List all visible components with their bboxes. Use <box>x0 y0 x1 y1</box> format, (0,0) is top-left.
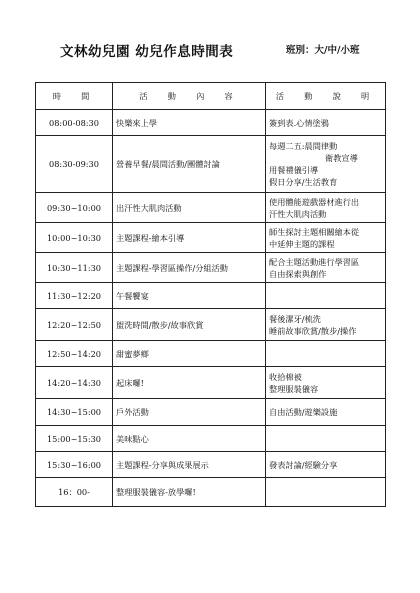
note-cell <box>266 136 386 193</box>
activity-cell: 甜蜜夢鄉 <box>113 341 266 367</box>
note-line: 衛教宣導 <box>325 153 358 163</box>
time-cell: 10:00~10:30 <box>36 223 113 253</box>
table-row <box>36 399 386 426</box>
activity-cell: 主題課程-學習區操作/分組活動 <box>113 253 266 283</box>
activity-cell: 午餐饗宴 <box>113 283 266 309</box>
activity-cell: 出汗性大肌肉活動 <box>113 193 266 223</box>
note-line: 自由活動/遊樂設施 <box>269 407 338 417</box>
time-cell: 12:20~12:50 <box>36 309 113 341</box>
activity-cell: 主題課程-分享與成果展示 <box>113 452 266 478</box>
table-row <box>36 223 386 253</box>
activity-cell: 主題課程-繪本引導 <box>113 223 266 253</box>
time-cell: 15:30~16:00 <box>36 452 113 478</box>
note-cell <box>266 253 386 283</box>
time-cell: 08:00-08:30 <box>36 110 113 136</box>
class-label: 班別：大/中/小班 <box>286 45 360 56</box>
note-cell <box>266 283 386 309</box>
table-row <box>36 110 386 136</box>
table-row <box>36 478 386 507</box>
note-line: 自由探索與創作 <box>269 268 327 279</box>
column-header-activity: 活 動 內 容 <box>113 83 266 110</box>
time-cell: 08:30-09:30 <box>36 136 113 193</box>
table-row <box>36 283 386 309</box>
table-row <box>36 136 386 193</box>
note-cell <box>266 193 386 223</box>
note-cell <box>266 309 386 341</box>
note-cell <box>266 367 386 399</box>
page-title: 文林幼兒園 幼兒作息時間表 <box>60 44 234 60</box>
time-cell: 14:20~14:30 <box>36 367 113 399</box>
activity-cell: 營養早餐/晨間活動/團體討論 <box>113 136 266 193</box>
note-line: 睡前故事欣賞/散步/操作 <box>269 325 357 336</box>
table-row <box>36 253 386 283</box>
note-cell <box>266 452 386 478</box>
table-row <box>36 341 386 367</box>
note-cell <box>266 399 386 426</box>
table-row <box>36 452 386 478</box>
activity-cell: 起床囉! <box>113 367 266 399</box>
note-line: 使用體能遊戲器材進行出 <box>269 196 360 207</box>
note-line: 用餐禮儀引導 <box>269 165 319 175</box>
column-header-time: 時 間 <box>36 83 113 110</box>
note-cell <box>266 223 386 253</box>
note-line: 師生探討主題相關繪本從 <box>269 226 360 237</box>
time-cell: 15:00~15:30 <box>36 426 113 452</box>
activity-cell: 快樂來上學 <box>113 110 266 136</box>
time-cell: 16：00- <box>36 478 113 507</box>
note-line: 整理服裝儀容 <box>269 383 319 394</box>
note-cell <box>266 478 386 507</box>
note-line: 每週二五:晨間律動 <box>269 141 338 151</box>
note-line: 配合主題活動進行學習區 <box>269 256 360 267</box>
note-line: 收拾棉被 <box>269 371 302 382</box>
note-line: 發表討論/經驗分享 <box>269 459 338 470</box>
note-cell <box>266 426 386 452</box>
table-row <box>36 426 386 452</box>
note-line: 汗性大肌肉活動 <box>269 208 327 219</box>
time-cell: 14:30~15:00 <box>36 399 113 426</box>
time-cell: 12:50~14:20 <box>36 341 113 367</box>
time-cell: 11:30~12:20 <box>36 283 113 309</box>
table-row <box>36 193 386 223</box>
activity-cell: 整理服裝儀容-放學囉! <box>113 478 266 507</box>
activity-cell: 戶外活動 <box>113 399 266 426</box>
page-header <box>0 40 420 62</box>
note-cell <box>266 110 386 136</box>
column-header-note: 活 動 說 明 <box>266 83 386 110</box>
note-line: 中延伸主題的課程 <box>269 238 335 249</box>
note-line: 假日分享/生活教育 <box>269 177 338 187</box>
schedule-table <box>35 82 386 507</box>
time-cell: 10:30~11:30 <box>36 253 113 283</box>
table-row <box>36 367 386 399</box>
note-line: 簽到表.心情塗鴉 <box>269 117 329 128</box>
note-line: 餐後潔牙/梳洗 <box>269 313 321 324</box>
activity-cell: 美味點心 <box>113 426 266 452</box>
note-cell <box>266 341 386 367</box>
table-row <box>36 309 386 341</box>
activity-cell: 盥洗時間/散步/故事欣賞 <box>113 309 266 341</box>
time-cell: 09:30~10:00 <box>36 193 113 223</box>
header-row <box>36 83 386 110</box>
